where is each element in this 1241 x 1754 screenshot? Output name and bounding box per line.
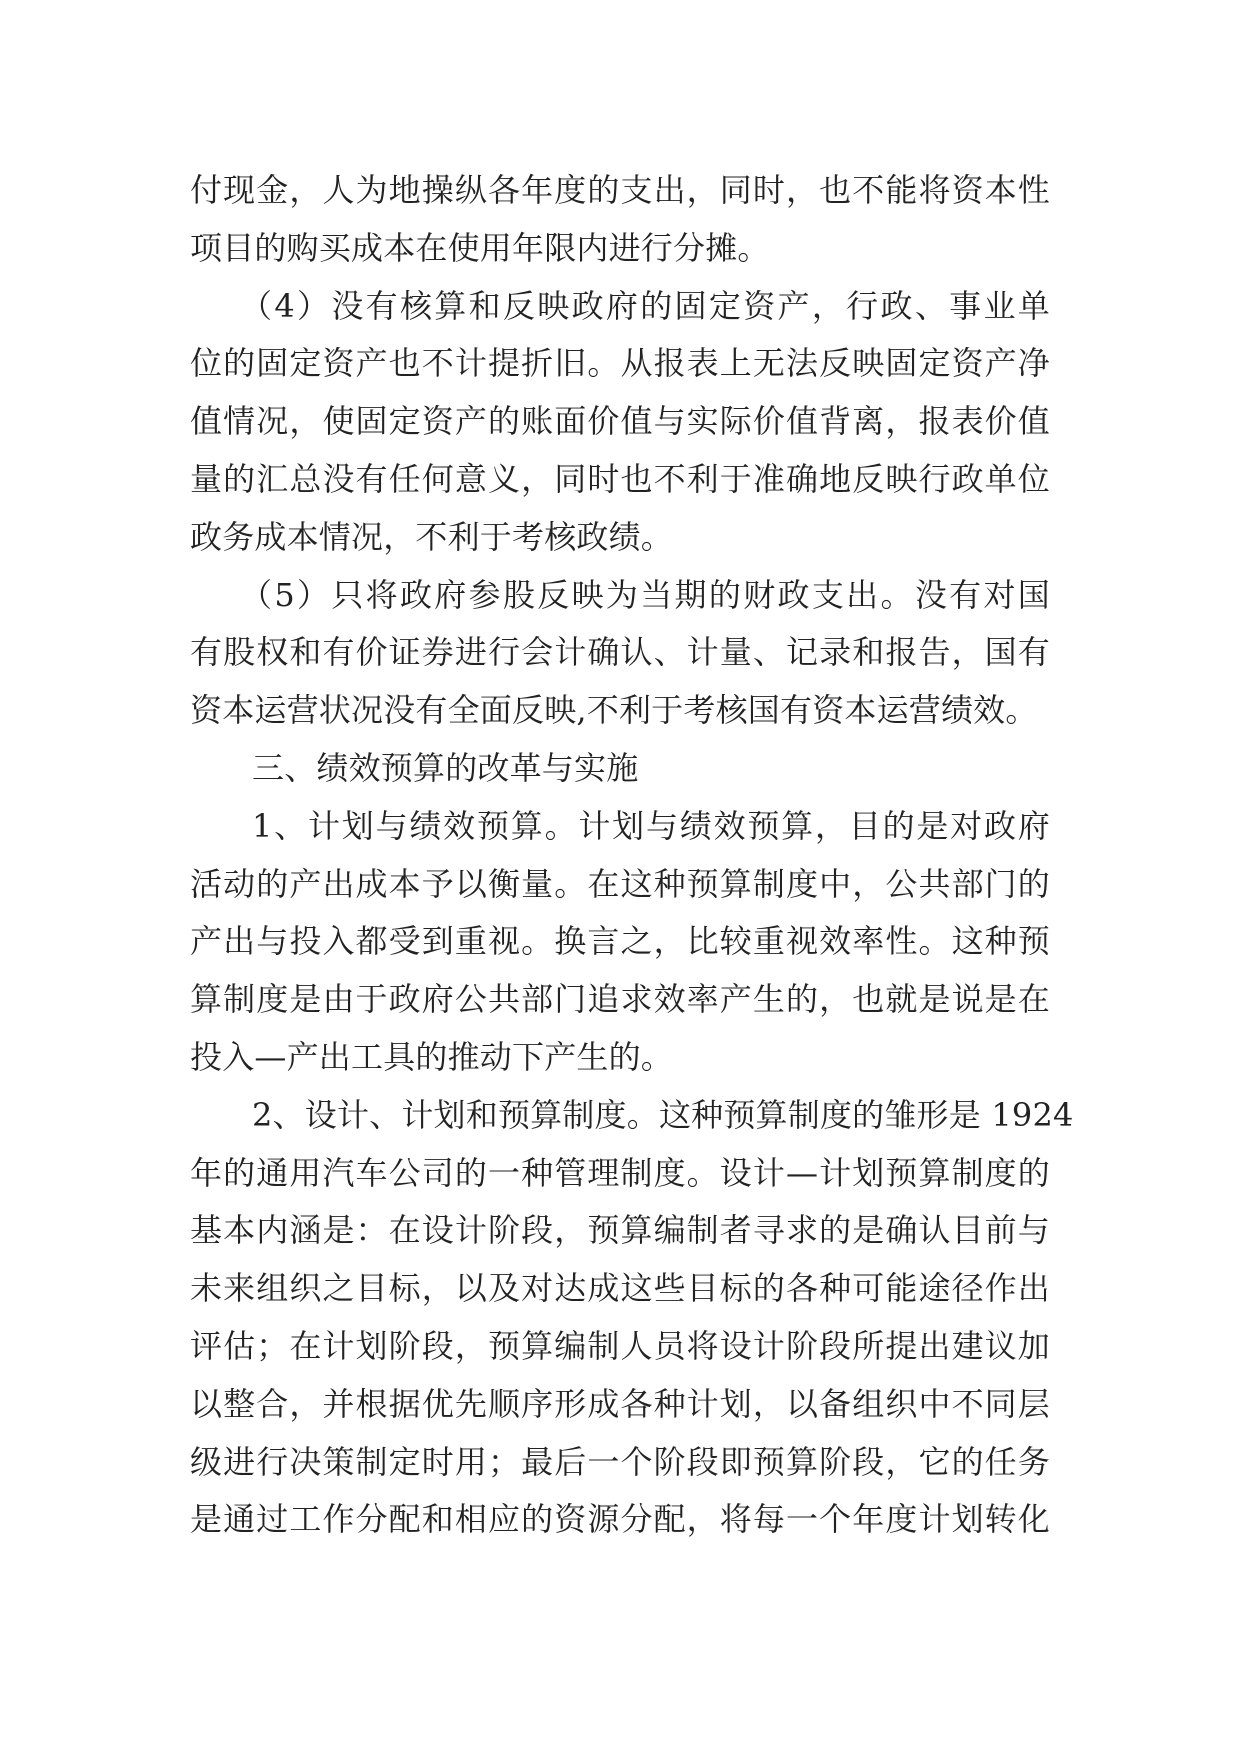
text-line: 1、计划与绩效预算。计划与绩效预算，目的是对政府 <box>252 806 1050 845</box>
text-line: 政务成本情况，不利于考核政绩。 <box>190 517 674 556</box>
section-heading: 三、绩效预算的改革与实施 <box>252 748 639 787</box>
text-line: 2、设计、计划和预算制度。这种预算制度的雏形是 1924 <box>252 1095 1074 1134</box>
text-line: 活动的产出成本予以衡量。在这种预算制度中，公共部门的 <box>190 864 1050 903</box>
text-line: 评估；在计划阶段，预算编制人员将设计阶段所提出建议加 <box>190 1326 1050 1365</box>
text-line: 付现金，人为地操纵各年度的支出，同时，也不能将资本性 <box>190 171 1050 209</box>
text-line: 产出与投入都受到重视。换言之，比较重视效率性。这种预 <box>190 922 1050 961</box>
text-line: 位的固定资产也不计提折旧。从报表上无法反映固定资产净 <box>190 344 1050 383</box>
text-line: 算制度是由于政府公共部门追求效率产生的，也就是说是在 <box>190 980 1050 1019</box>
text-line: 资本运营状况没有全面反映,不利于考核国有资本运营绩效。 <box>190 691 1038 730</box>
text-line: （5）只将政府参股反映为当期的财政支出。没有对国 <box>240 575 1050 614</box>
text-line: 是通过工作分配和相应的资源分配，将每一个年度计划转化 <box>190 1500 1050 1539</box>
text-line: （4）没有核算和反映政府的固定资产，行政、事业单 <box>240 286 1050 325</box>
text-line: 级进行决策制定时用；最后一个阶段即预算阶段，它的任务 <box>190 1442 1050 1481</box>
text-line: 量的汇总没有任何意义，同时也不利于准确地反映行政单位 <box>190 459 1050 498</box>
text-line: 年的通用汽车公司的一种管理制度。设计—计划预算制度的 <box>190 1153 1050 1192</box>
text-line: 值情况，使固定资产的账面价值与实际价值背离，报表价值 <box>190 402 1050 441</box>
text-line: 基本内涵是：在设计阶段，预算编制者寻求的是确认目前与 <box>190 1211 1050 1250</box>
text-line: 以整合，并根据优先顺序形成各种计划，以备组织中不同层 <box>190 1384 1050 1423</box>
text-line: 未来组织之目标，以及对达成这些目标的各种可能途径作出 <box>190 1269 1050 1308</box>
text-line: 有股权和有价证券进行会计确认、计量、记录和报告，国有 <box>190 633 1050 672</box>
document-body <box>190 162 1074 1549</box>
text-line: 项目的购买成本在使用年限内进行分摊。 <box>190 228 770 267</box>
text-line: 投入—产出工具的推动下产生的。 <box>190 1037 674 1076</box>
